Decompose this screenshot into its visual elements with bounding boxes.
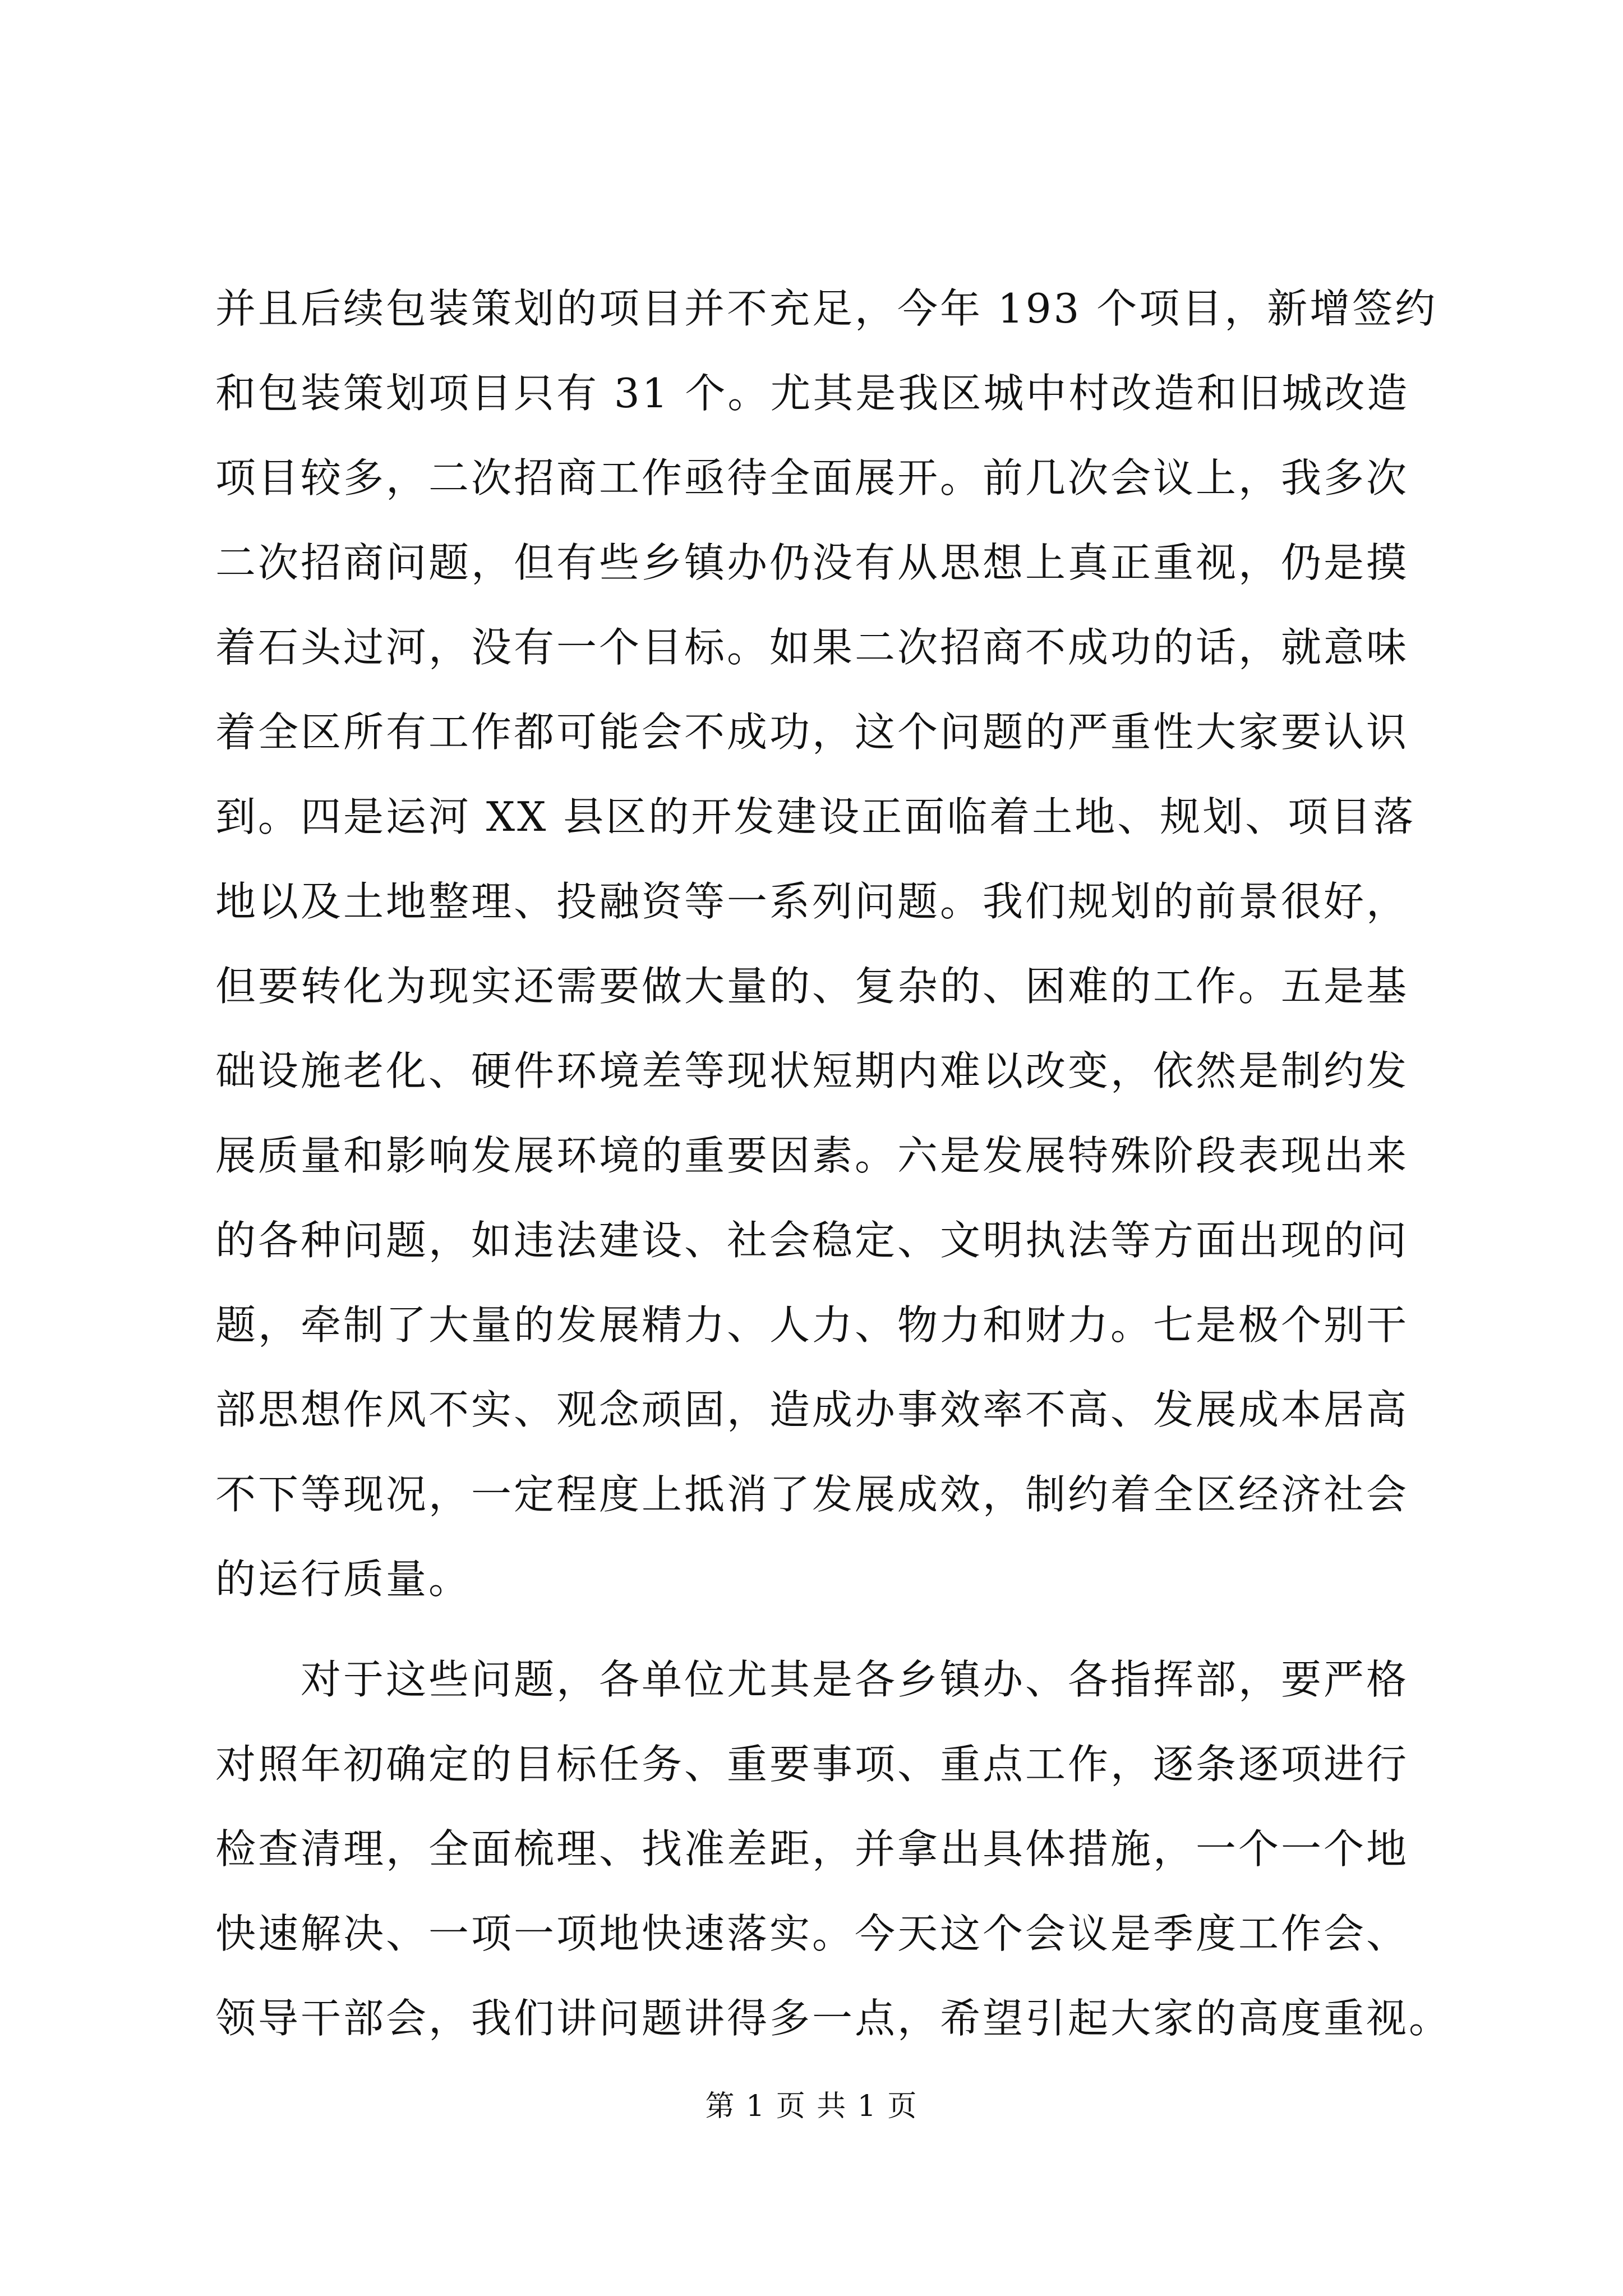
text-line: 的运行质量。 (215, 1556, 472, 1603)
text-line: 但要转化为现实还需要做大量的、复杂的、困难的工作。五是基 (215, 963, 1409, 1010)
text-line: 并且后续包装策划的项目并不充足，今年 193 个项目，新增签约 (215, 285, 1438, 332)
text-line: 对于这些问题，各单位尤其是各乡镇办、各指挥部，要严格 (215, 1656, 1409, 1703)
text-line: 不下等现况，一定程度上抵消了发展成效，制约着全区经济社会 (215, 1471, 1409, 1518)
text-line: 和包装策划项目只有 31 个。尤其是我区城中村改造和旧城改造 (215, 370, 1410, 417)
paragraph-1 (215, 266, 1438, 1622)
text-line: 到。四是运河 XX 县区的开发建设正面临着土地、规划、项目落 (215, 793, 1416, 840)
text-line: 展质量和影响发展环境的重要因素。六是发展特殊阶段表现出来 (215, 1132, 1409, 1179)
text-line: 部思想作风不实、观念顽固，造成办事效率不高、发展成本居高 (215, 1386, 1409, 1433)
page-footer: 第 1 页 共 1 页 (705, 2090, 918, 2123)
text-line: 快速解决、一项一项地快速落实。今天这个会议是季度工作会、 (215, 1910, 1409, 1957)
text-line: 项目较多，二次招商工作亟待全面展开。前几次会议上，我多次 (215, 454, 1409, 501)
text-line: 对照年初确定的目标任务、重要事项、重点工作，逐条逐项进行 (215, 1741, 1409, 1788)
text-line: 题，牵制了大量的发展精力、人力、物力和财力。七是极个别干 (215, 1301, 1409, 1349)
text-line: 领导干部会，我们讲问题讲得多一点，希望引起大家的高度重视。 (215, 1995, 1452, 2042)
text-line: 着石头过河，没有一个目标。如果二次招商不成功的话，就意味 (215, 624, 1409, 671)
text-line: 础设施老化、硬件环境差等现状短期内难以改变，依然是制约发 (215, 1047, 1409, 1094)
text-line: 的各种问题，如违法建设、社会稳定、文明执法等方面出现的问 (215, 1217, 1409, 1264)
text-line: 地以及土地整理、投融资等一系列问题。我们规划的前景很好， (215, 878, 1409, 925)
text-line: 检查清理，全面梳理、找准差距，并拿出具体措施，一个一个地 (215, 1825, 1409, 1872)
text-line: 着全区所有工作都可能会不成功，这个问题的严重性大家要认识 (215, 708, 1409, 756)
paragraph-spacer (215, 1622, 1421, 1637)
text-line: 二次招商问题，但有些乡镇办仍没有从思想上真正重视，仍是摸 (215, 539, 1409, 586)
paragraph-2 (215, 1637, 1452, 2061)
document-body (215, 266, 1452, 2061)
